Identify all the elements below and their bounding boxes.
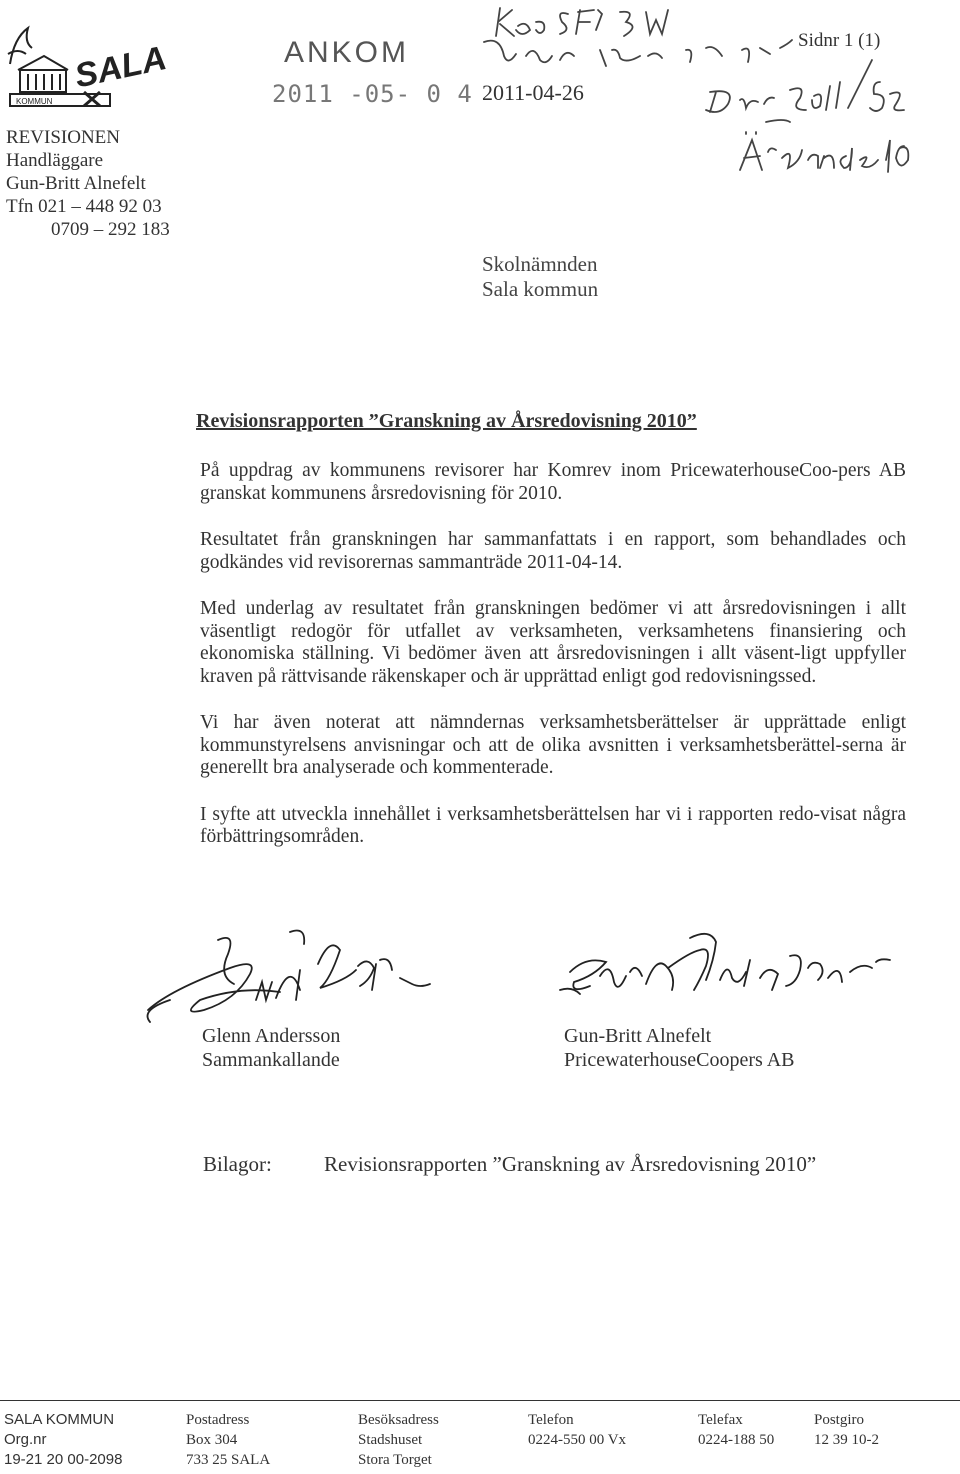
recipient-municipality: Sala kommun: [482, 277, 599, 301]
footer-org-number: 19-21 20 00-2098: [4, 1451, 123, 1468]
letter-body: [200, 460, 906, 873]
body-paragraph: Med underlag av resultatet från granskningen bedömer vi att årsredovisningen i allt väsentligt redogör för utfallet av verksamheten, verksamhetens finansiering och ekonomiska ställning. Vi bedömer även att årsredovisningen i allt väsent-ligt uppfyller kraven på rättvisande räkenskaper och är upprättad enligt god redovisningssed.: [200, 598, 906, 687]
footer-fax-title: Telefax: [698, 1412, 743, 1428]
received-stamp-label: ANKOM: [284, 36, 410, 69]
footer-giro-number: 12 39 10-2: [814, 1432, 879, 1448]
sender-department: REVISIONEN: [6, 127, 120, 148]
sender-role: Handläggare: [6, 150, 104, 171]
recipient-block: [482, 252, 598, 302]
footer-visit: [358, 1410, 439, 1470]
body-paragraph: I syfte att utveckla innehållet i verksamhetsberättelsen har vi i rapporten redo-visat några förbättringsområden.: [200, 803, 906, 847]
footer-postal-title: Postadress: [186, 1412, 250, 1428]
footer-giro: [814, 1410, 879, 1450]
attachments-label: Bilagor:: [203, 1152, 272, 1176]
footer-divider: [0, 1400, 960, 1401]
sender-block: [6, 126, 170, 241]
sender-phone: Tfn 021 – 448 92 03: [6, 196, 162, 217]
received-stamp-date: 2011 -05- 0 4: [272, 80, 473, 108]
body-paragraph: Vi har även noterat att nämndernas verksamhetsberättelser är upprättade enligt kommunstyrelsens anvisningar och att de olika avsnitten i verksamhetsberättel-serna är generellt bra analyserade och kommenterade.: [200, 712, 906, 778]
svg-text:KOMMUN: KOMMUN: [16, 97, 53, 106]
sender-mobile: 0709 – 292 183: [51, 219, 170, 240]
footer-visit-street: Stora Torget: [358, 1452, 432, 1468]
body-paragraph: På uppdrag av kommunens revisorer har Komrev inom PricewaterhouseCoo-pers AB granskat kommunens årsredovisning för 2010.: [200, 460, 906, 504]
signatory-glenn: [202, 1024, 340, 1072]
footer-postal-city: 733 25 SALA: [186, 1452, 271, 1468]
signatory-title: PricewaterhouseCoopers AB: [564, 1049, 795, 1071]
footer-postal-box: Box 304: [186, 1432, 238, 1448]
footer-postal: [186, 1410, 270, 1470]
footer-phone-number: 0224-550 00 Vx: [528, 1432, 627, 1448]
signatory-name: Glenn Andersson: [202, 1025, 341, 1047]
signatory-name: Gun-Britt Alnefelt: [564, 1025, 712, 1047]
attachments-value: Revisionsrapporten ”Granskning av Årsredovisning 2010”: [324, 1152, 817, 1176]
signatory-gunbritt: [564, 1024, 795, 1072]
document-subject: Revisionsrapporten ”Granskning av Årsredovisning 2010”: [196, 410, 697, 432]
document-date: 2011-04-26: [482, 80, 584, 105]
recipient-name: Skolnämnden: [482, 252, 598, 276]
signatory-title: Sammankallande: [202, 1049, 340, 1071]
footer-giro-title: Postgiro: [814, 1412, 865, 1428]
footer-org-title: SALA KOMMUN: [4, 1411, 115, 1428]
footer-fax-number: 0224-188 50: [698, 1432, 775, 1448]
sala-kommun-logo: [4, 18, 170, 110]
body-paragraph: Resultatet från granskningen har sammanfattats i en rapport, som behandlades och godkändes vid revisorernas sammanträde 2011-04-14.: [200, 529, 906, 573]
footer-phone-title: Telefon: [528, 1412, 574, 1428]
footer-phone: [528, 1410, 626, 1450]
sender-name: Gun-Britt Alnefelt: [6, 173, 146, 194]
footer-fax: [698, 1410, 774, 1450]
svg-text:SALA: SALA: [71, 39, 170, 96]
footer-visit-building: Stadshuset: [358, 1432, 423, 1448]
page-number: Sidnr 1 (1): [798, 30, 881, 51]
footer-org: [4, 1410, 122, 1470]
footer-org-label: Org.nr: [4, 1431, 47, 1448]
footer-visit-title: Besöksadress: [358, 1412, 439, 1428]
